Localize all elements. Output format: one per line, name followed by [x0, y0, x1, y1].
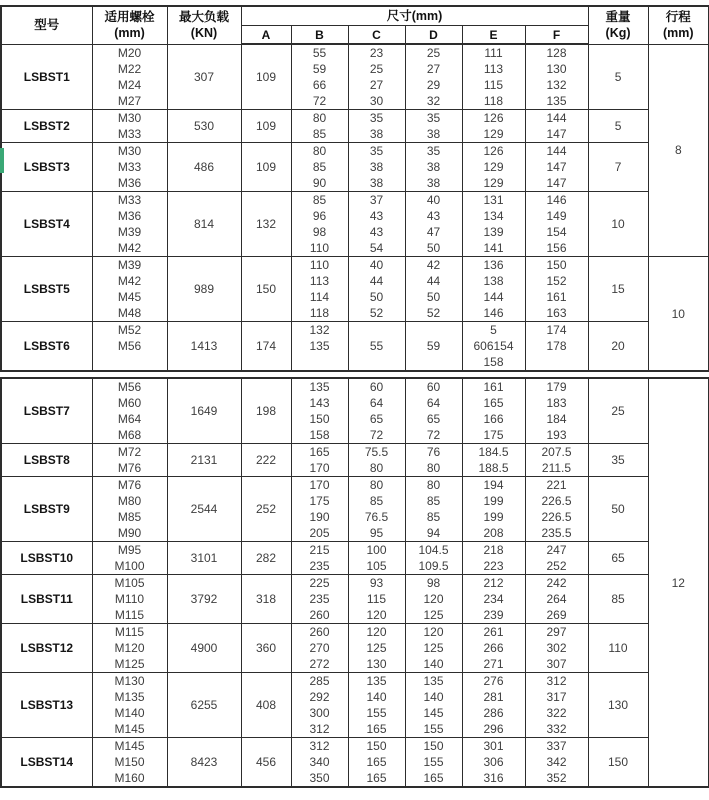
dim-d-cell: 135 140 145 155 [405, 673, 462, 738]
dim-f-cell: 128 130 132 135 [525, 44, 588, 110]
spec-row-lsbst7 [1, 378, 709, 444]
dim-b-cell: 110 113 114 118 [291, 257, 348, 322]
dim-f-cell: 297 302 307 [525, 624, 588, 673]
weight-cell: 5 [588, 110, 648, 143]
dim-d-cell: 59 [405, 322, 462, 372]
max-load-cell: 3792 [167, 575, 241, 624]
spec-row-lsbst11 [1, 575, 709, 624]
model-cell: LSBST2 [1, 110, 92, 143]
bolt-sizes-cell: M105 M110 M115 [92, 575, 167, 624]
spec-row-lsbst3 [1, 143, 709, 192]
dim-d-cell: 25 27 29 32 [405, 44, 462, 110]
model-cell: LSBST9 [1, 477, 92, 542]
dim-e-cell: 276 281 286 296 [462, 673, 525, 738]
stroke-cell: 10 [648, 257, 709, 372]
table-body-upper [1, 44, 709, 371]
weight-cell: 150 [588, 738, 648, 788]
col-header-bolt-line2: (mm) [114, 26, 145, 41]
dim-b-cell: 135 143 150 158 [291, 378, 348, 444]
max-load-cell: 2544 [167, 477, 241, 542]
col-header-dim-d: D [405, 26, 462, 45]
model-cell: LSBST10 [1, 542, 92, 575]
dim-a-cell: 318 [241, 575, 291, 624]
dim-c-cell: 135 140 155 165 [348, 673, 405, 738]
bolt-sizes-cell: M39 M42 M45 M48 [92, 257, 167, 322]
max-load-cell: 6255 [167, 673, 241, 738]
dim-e-cell: 111 113 115 118 [462, 44, 525, 110]
spec-table-lower [0, 377, 709, 788]
dim-d-cell: 60 64 65 72 [405, 378, 462, 444]
col-header-dim-f: F [525, 26, 588, 45]
col-header-model: 型号 [1, 6, 92, 44]
max-load-cell: 3101 [167, 542, 241, 575]
dim-d-cell: 150 155 165 [405, 738, 462, 788]
model-cell: LSBST11 [1, 575, 92, 624]
stroke-cell: 12 [648, 378, 709, 787]
dim-e-cell: 161 165 166 175 [462, 378, 525, 444]
col-header-stroke-line2: (mm) [663, 26, 694, 41]
bolt-sizes-cell: M30 M33 M36 [92, 143, 167, 192]
dim-e-cell: 131 134 139 141 [462, 192, 525, 257]
bolt-sizes-cell: M130 M135 M140 M145 [92, 673, 167, 738]
bolt-sizes-cell: M30 M33 [92, 110, 167, 143]
max-load-cell: 486 [167, 143, 241, 192]
col-header-weight [588, 6, 648, 44]
dim-c-cell: 100 105 [348, 542, 405, 575]
col-header-bolt-line1: 适用螺栓 [104, 10, 155, 25]
spec-row-lsbst14 [1, 738, 709, 788]
dim-f-cell: 247 252 [525, 542, 588, 575]
dim-d-cell: 76 80 [405, 444, 462, 477]
model-cell: LSBST1 [1, 44, 92, 110]
dim-b-cell: 170 175 190 205 [291, 477, 348, 542]
dim-c-cell: 80 85 76.5 95 [348, 477, 405, 542]
max-load-cell: 8423 [167, 738, 241, 788]
dim-c-cell: 23 25 27 30 [348, 44, 405, 110]
weight-cell: 65 [588, 542, 648, 575]
dim-f-cell: 312 317 322 332 [525, 673, 588, 738]
spec-row-lsbst6 [1, 322, 709, 372]
table-header [1, 6, 709, 44]
bolt-sizes-cell: M33 M36 M39 M42 [92, 192, 167, 257]
dim-e-cell: 261 266 271 [462, 624, 525, 673]
col-header-load-line2: (KN) [190, 26, 218, 41]
spec-row-lsbst2 [1, 110, 709, 143]
bolt-sizes-cell: M20 M22 M24 M27 [92, 44, 167, 110]
weight-cell: 25 [588, 378, 648, 444]
dim-a-cell: 109 [241, 143, 291, 192]
max-load-cell: 2131 [167, 444, 241, 477]
col-header-dim-a: A [241, 26, 291, 45]
dim-f-cell: 221 226.5 226.5 235.5 [525, 477, 588, 542]
weight-cell: 85 [588, 575, 648, 624]
dim-e-cell: 136 138 144 146 [462, 257, 525, 322]
max-load-cell: 530 [167, 110, 241, 143]
max-load-cell: 989 [167, 257, 241, 322]
col-header-stroke [648, 6, 709, 44]
col-header-weight-line1: 重量 [605, 10, 631, 25]
dim-b-cell: 215 235 [291, 542, 348, 575]
dim-c-cell: 60 64 65 72 [348, 378, 405, 444]
model-cell: LSBST3 [1, 143, 92, 192]
dim-f-cell: 150 152 161 163 [525, 257, 588, 322]
dim-e-cell: 194 199 199 208 [462, 477, 525, 542]
spec-row-lsbst8 [1, 444, 709, 477]
dim-f-cell: 337 342 352 [525, 738, 588, 788]
dim-a-cell: 282 [241, 542, 291, 575]
model-cell: LSBST4 [1, 192, 92, 257]
dim-e-cell: 126 129 129 [462, 143, 525, 192]
dim-f-cell: 144 147 147 [525, 143, 588, 192]
dim-d-cell: 98 120 125 [405, 575, 462, 624]
dim-a-cell: 360 [241, 624, 291, 673]
dim-f-cell: 242 264 269 [525, 575, 588, 624]
dim-b-cell: 55 59 66 72 [291, 44, 348, 110]
dim-a-cell: 198 [241, 378, 291, 444]
weight-cell: 7 [588, 143, 648, 192]
dim-b-cell: 225 235 260 [291, 575, 348, 624]
dim-e-cell: 184.5 188.5 [462, 444, 525, 477]
spec-row-lsbst5 [1, 257, 709, 322]
dim-b-cell: 312 340 350 [291, 738, 348, 788]
model-cell: LSBST6 [1, 322, 92, 372]
dim-e-cell: 5 606154 158 [462, 322, 525, 372]
model-cell: LSBST8 [1, 444, 92, 477]
dim-b-cell: 285 292 300 312 [291, 673, 348, 738]
dim-c-cell: 55 [348, 322, 405, 372]
spec-row-lsbst13 [1, 673, 709, 738]
bolt-sizes-cell: M52 M56 [92, 322, 167, 372]
dim-e-cell: 218 223 [462, 542, 525, 575]
dim-d-cell: 35 38 38 [405, 143, 462, 192]
dim-c-cell: 75.5 80 [348, 444, 405, 477]
dim-d-cell: 35 38 [405, 110, 462, 143]
green-accent-mark [0, 148, 4, 173]
max-load-cell: 1413 [167, 322, 241, 372]
dim-a-cell: 456 [241, 738, 291, 788]
dim-e-cell: 126 129 [462, 110, 525, 143]
dim-b-cell: 85 96 98 110 [291, 192, 348, 257]
weight-cell: 110 [588, 624, 648, 673]
max-load-cell: 814 [167, 192, 241, 257]
dim-f-cell: 174 178 [525, 322, 588, 372]
weight-cell: 15 [588, 257, 648, 322]
dim-e-cell: 212 234 239 [462, 575, 525, 624]
dim-b-cell: 260 270 272 [291, 624, 348, 673]
spec-row-lsbst10 [1, 542, 709, 575]
stroke-cell: 8 [648, 44, 709, 257]
max-load-cell: 307 [167, 44, 241, 110]
dim-b-cell: 132 135 [291, 322, 348, 372]
spec-row-lsbst12 [1, 624, 709, 673]
col-header-dim-b: B [291, 26, 348, 45]
dim-a-cell: 109 [241, 110, 291, 143]
spec-row-lsbst1 [1, 44, 709, 110]
col-header-dim-e: E [462, 26, 525, 45]
bolt-sizes-cell: M145 M150 M160 [92, 738, 167, 788]
bolt-sizes-cell: M95 M100 [92, 542, 167, 575]
spec-row-lsbst9 [1, 477, 709, 542]
dim-a-cell: 132 [241, 192, 291, 257]
model-cell: LSBST14 [1, 738, 92, 788]
dim-d-cell: 42 44 50 52 [405, 257, 462, 322]
dim-c-cell: 93 115 120 [348, 575, 405, 624]
dim-f-cell: 146 149 154 156 [525, 192, 588, 257]
col-header-load-line1: 最大负载 [178, 10, 229, 25]
dim-d-cell: 80 85 85 94 [405, 477, 462, 542]
bolt-sizes-cell: M56 M60 M64 M68 [92, 378, 167, 444]
col-header-weight-line2: (Kg) [605, 26, 631, 41]
bolt-sizes-cell: M76 M80 M85 M90 [92, 477, 167, 542]
dim-a-cell: 174 [241, 322, 291, 372]
dim-c-cell: 120 125 130 [348, 624, 405, 673]
dim-c-cell: 35 38 [348, 110, 405, 143]
weight-cell: 50 [588, 477, 648, 542]
dim-c-cell: 150 165 165 [348, 738, 405, 788]
max-load-cell: 4900 [167, 624, 241, 673]
dim-e-cell: 301 306 316 [462, 738, 525, 788]
model-cell: LSBST13 [1, 673, 92, 738]
weight-cell: 20 [588, 322, 648, 372]
weight-cell: 5 [588, 44, 648, 110]
weight-cell: 35 [588, 444, 648, 477]
dim-d-cell: 120 125 140 [405, 624, 462, 673]
table-body-lower [1, 378, 709, 787]
col-header-bolt [92, 6, 167, 44]
dim-c-cell: 40 44 50 52 [348, 257, 405, 322]
col-header-load [167, 6, 241, 44]
dim-b-cell: 80 85 [291, 110, 348, 143]
dim-a-cell: 408 [241, 673, 291, 738]
dim-d-cell: 104.5 109.5 [405, 542, 462, 575]
dim-a-cell: 222 [241, 444, 291, 477]
max-load-cell: 1649 [167, 378, 241, 444]
dim-a-cell: 252 [241, 477, 291, 542]
dim-f-cell: 207.5 211.5 [525, 444, 588, 477]
spec-table-upper [0, 5, 709, 372]
dim-b-cell: 80 85 90 [291, 143, 348, 192]
model-cell: LSBST7 [1, 378, 92, 444]
spec-row-lsbst4 [1, 192, 709, 257]
dim-d-cell: 40 43 47 50 [405, 192, 462, 257]
weight-cell: 10 [588, 192, 648, 257]
dim-f-cell: 179 183 184 193 [525, 378, 588, 444]
col-header-dim-c: C [348, 26, 405, 45]
weight-cell: 130 [588, 673, 648, 738]
model-cell: LSBST5 [1, 257, 92, 322]
col-header-dimensions: 尺寸(mm) [241, 6, 588, 26]
dim-f-cell: 144 147 [525, 110, 588, 143]
model-cell: LSBST12 [1, 624, 92, 673]
bolt-sizes-cell: M72 M76 [92, 444, 167, 477]
dim-c-cell: 35 38 38 [348, 143, 405, 192]
dim-b-cell: 165 170 [291, 444, 348, 477]
dim-a-cell: 109 [241, 44, 291, 110]
bolt-sizes-cell: M115 M120 M125 [92, 624, 167, 673]
col-header-stroke-line1: 行程 [665, 10, 691, 25]
dim-c-cell: 37 43 43 54 [348, 192, 405, 257]
dim-a-cell: 150 [241, 257, 291, 322]
